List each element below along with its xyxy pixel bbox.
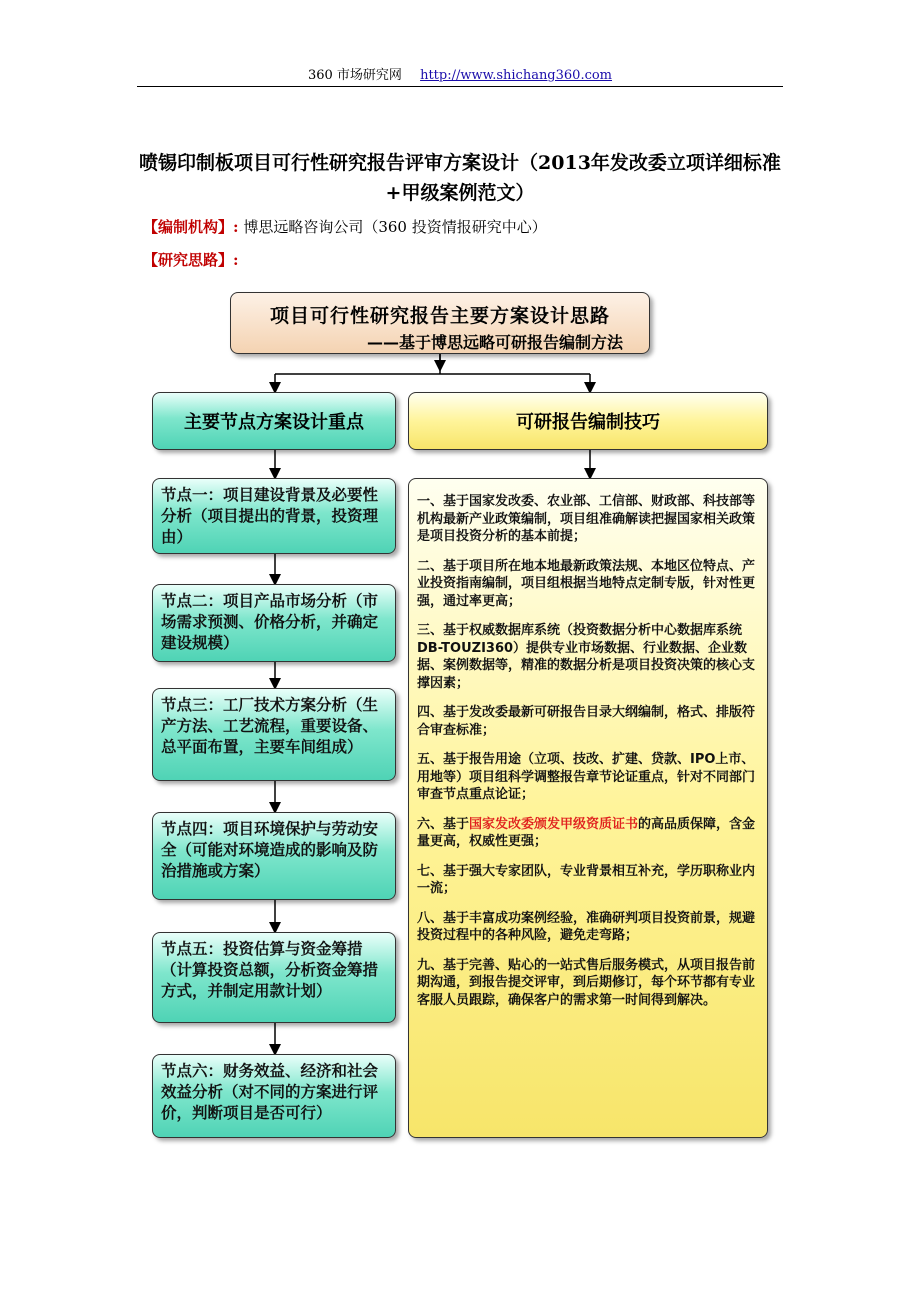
- node-5: 节点五：投资估算与资金筹措（计算投资总额，分析资金筹措方式，并制定用款计划）: [152, 932, 396, 1023]
- node-6: 节点六：财务效益、经济和社会效益分析（对不同的方案进行评价，判断项目是否可行）: [152, 1054, 396, 1138]
- node-4: 节点四：项目环境保护与劳动安全（可能对环境造成的影响及防治措施或方案）: [152, 812, 396, 900]
- page-title: 喷锡印制板项目可行性研究报告评审方案设计（2013年发改委立项详细标准+甲级案例范文）: [139, 152, 781, 204]
- tip-3: 三、基于权威数据库系统（投资数据分析中心数据库系统DB-TOUZI360）提供专业市场数据、行业数据、企业数据、案例数据等，精准的数据分析是项目投资决策的核心支撑因素；: [417, 623, 756, 691]
- tip-9: 九、基于完善、贴心的一站式售后服务模式，从项目报告前期沟通，到报告提交评审，到后期修订，每个环节都有专业客服人员跟踪，确保客户的需求第一时间得到解决。: [417, 957, 756, 1008]
- site-link[interactable]: http://www.shichang360.com: [420, 68, 613, 83]
- idea-line: [143, 249, 239, 270]
- top-title-line1: 项目可行性研究报告主要方案设计思路: [269, 305, 610, 327]
- tip-8: 八、基于丰富成功案例经验，准确研判项目投资前景，规避投资过程中的各种风险，避免走弯路；: [417, 910, 756, 943]
- org-label: 【编制机构】:: [143, 218, 239, 236]
- right-header: 可研报告编制技巧: [516, 412, 660, 433]
- node-2: 节点二：项目产品市场分析（市场需求预测、价格分析，并确定建设规模）: [152, 584, 396, 662]
- right-header-box: [408, 392, 768, 450]
- org-value: 博思远略咨询公司（360 投资情报研究中心）: [243, 218, 547, 236]
- left-header-box: [152, 392, 396, 450]
- tip-4: 四、基于发改委最新可研报告目录大纲编制，格式、排版符合审查标准；: [417, 705, 756, 738]
- flowchart: [140, 280, 780, 1150]
- top-title-box: [230, 292, 650, 354]
- tip-1: 一、基于国家发改委、农业部、工信部、财政部、科技部等机构最新产业政策编制，项目组准确解读把握国家相关政策是项目投资分析的基本前提；: [417, 494, 756, 544]
- tip-6: [417, 816, 759, 851]
- org-line: [143, 216, 547, 237]
- tip-2: 二、基于项目所在地本地最新政策法规、本地区位特点、产业投资指南编制，项目组根据当地特点定制专版，针对性更强，通过率更高；: [417, 558, 756, 609]
- tip-5: 五、基于报告用途（立项、技改、扩建、贷款、IPO上市、用地等）项目组科学调整报告章节论证重点，针对不同部门审查节点重点论证；: [417, 752, 756, 802]
- node-1: 节点一：项目建设背景及必要性分析（项目提出的背景，投资理由）: [152, 478, 396, 554]
- page-header: [137, 64, 783, 87]
- left-header: 主要节点方案设计重点: [184, 412, 364, 433]
- tip-6-post: 的高品质保障，含金量更高，权威性更强；: [417, 816, 756, 849]
- node-3: 节点三：工厂技术方案分析（生产方法、工艺流程，重要设备、总平面布置，主要车间组成）: [152, 688, 396, 781]
- idea-label: 【研究思路】:: [143, 251, 239, 269]
- tip-6-highlight: 国家发改委颁发甲级资质证书: [469, 816, 639, 832]
- site-name: 360 市场研究网: [307, 68, 402, 83]
- top-title-line2: ——基于博思远略可研报告编制方法: [366, 333, 623, 352]
- tip-7: 七、基于强大专家团队，专业背景相互补充，学历职称业内一流；: [417, 863, 756, 896]
- tips-box: [408, 478, 768, 1138]
- tip-6-pre: 六、基于: [417, 816, 470, 832]
